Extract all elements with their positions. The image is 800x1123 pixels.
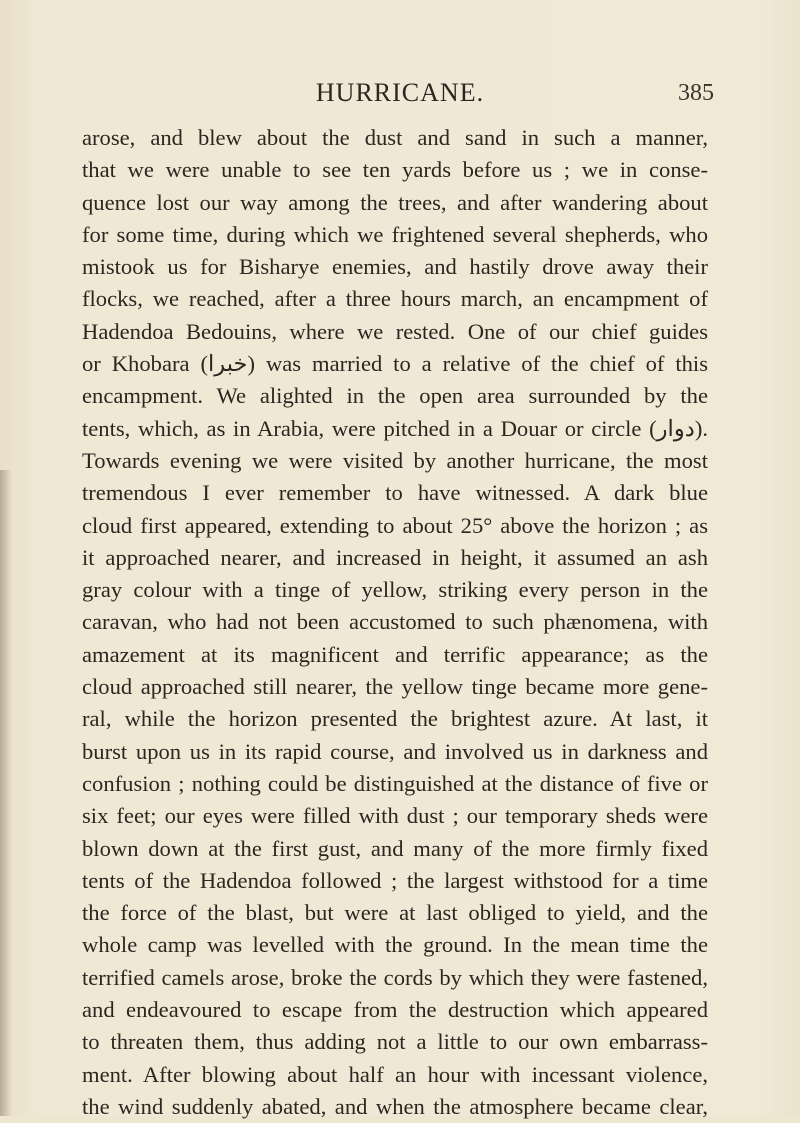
text-line: quence lost our way among the trees, and after wandering about [82, 189, 708, 215]
page-header [0, 78, 800, 118]
text-line: burst upon us in its rapid course, and involved us in darkness and [82, 738, 708, 764]
text-line: ment. After blowing about half an hour with incessant violence, [82, 1061, 708, 1087]
text-line: that we were unable to see ten yards before us ; we in conse- [82, 157, 708, 183]
text-line: the wind suddenly abated, and when the atmosphere became clear, [82, 1093, 708, 1119]
text-line: blown down at the first gust, and many of the more firmly fixed [82, 835, 708, 861]
text-line: tremendous I ever remember to have witnessed. A dark blue [82, 480, 708, 506]
text-line: Hadendoa Bedouins, where we rested. One of our chief guides [82, 318, 708, 344]
text-line: it approached nearer, and increased in height, it assumed an ash [82, 544, 708, 570]
text-line: tents, which, as in Arabia, were pitched in a Douar or circle (دوار). [82, 415, 708, 441]
text-line: cloud approached still nearer, the yellow tinge became more gene- [82, 674, 708, 700]
text-line: amazement at its magnificent and terrific appearance; as the [82, 641, 708, 667]
text-line: terrified camels arose, broke the cords by which they were fastened, [82, 964, 708, 990]
text-line: flocks, we reached, after a three hours march, an encampment of [82, 286, 708, 312]
text-line: six feet; our eyes were filled with dust ; our temporary sheds were [82, 803, 708, 829]
text-line: tents of the Hadendoa followed ; the largest withstood for a time [82, 867, 708, 893]
text-line: or Khobara (خبرا) was married to a relative of the chief of this [82, 351, 709, 377]
text-line: cloud first appeared, extending to about 25° above the horizon ; as [82, 512, 708, 538]
text-line: arose, and blew about the dust and sand in such a manner, [82, 125, 708, 150]
text-line: mistook us for Bisharye enemies, and hastily drove away their [82, 254, 708, 280]
text-line: the force of the blast, but were at last obliged to yield, and the [82, 900, 708, 926]
text-line: to threaten them, thus adding not a little to our own embarrass- [82, 1029, 708, 1055]
page-number: 385 [678, 80, 714, 106]
body-text [82, 122, 708, 1123]
text-line: for some time, during which we frightened several shepherds, who [82, 221, 708, 247]
running-head: HURRICANE. [315, 78, 485, 107]
text-line: Towards evening we were visited by another hurricane, the most [82, 447, 708, 473]
text-line: confusion ; nothing could be distinguished at the distance of five or [82, 770, 708, 796]
text-line: encampment. We alighted in the open area surrounded by the [82, 383, 708, 409]
gutter-shadow [0, 470, 12, 1116]
text-line: and endeavoured to escape from the destruction which appeared [82, 997, 708, 1023]
text-line: whole camp was levelled with the ground. In the mean time the [82, 932, 708, 958]
text-line: gray colour with a tinge of yellow, striking every person in the [82, 577, 708, 603]
text-line: caravan, who had not been accustomed to such phænomena, with [82, 609, 708, 635]
text-line: ral, while the horizon presented the brightest azure. At last, it [82, 706, 708, 732]
